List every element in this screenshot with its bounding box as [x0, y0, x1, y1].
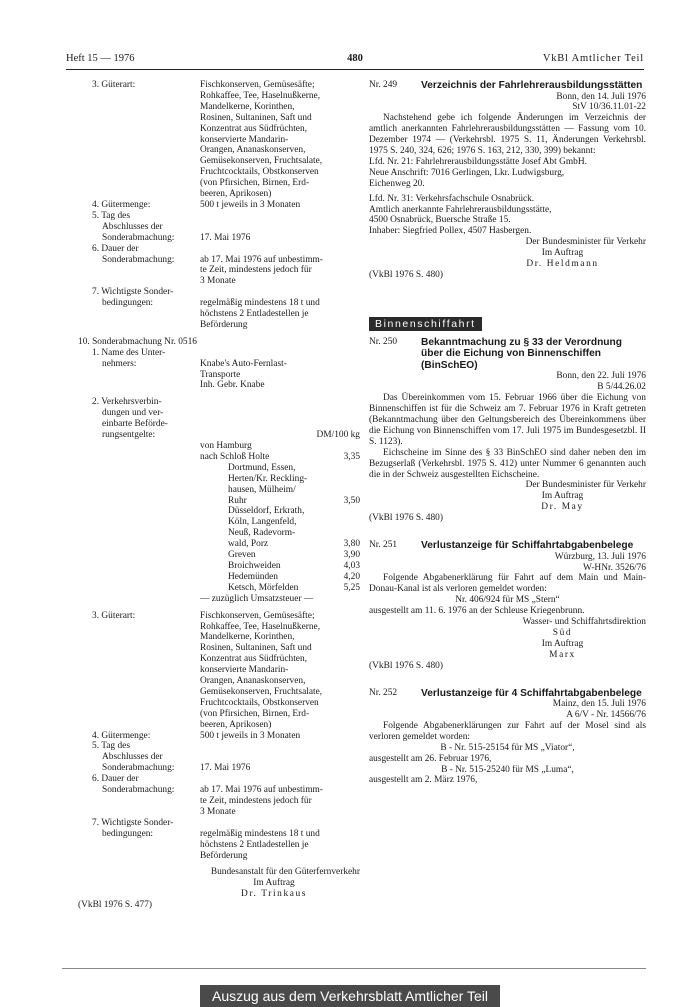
file-number: W-HNr. 3526/76: [582, 562, 646, 573]
tag-row-1: [78, 211, 360, 244]
verkehr-row: [78, 397, 360, 604]
section-band: Binnenschiffahrt: [369, 317, 482, 331]
notice-252-heading: Nr. 252 Verlustanzeige für 4 Schiffahrtabgabenbelege: [369, 687, 642, 699]
place-date: Bonn, den 22. Juli 1976: [556, 371, 646, 382]
authority: Der Bundesminister für Verkehr: [525, 237, 646, 248]
tag-value: 17. Mai 1976: [200, 232, 251, 243]
auftrag: Im Auftrag: [541, 638, 584, 649]
signer: Dr. May: [541, 502, 584, 513]
authority: Wasser- und Schiffahrtsdirektion: [522, 617, 646, 628]
menge-label: 4. Gütermenge:: [92, 730, 151, 741]
dauer-value: ab 17. Mai 1976 auf unbestimm- te Zeit, mindestens jedoch für 3 Monate: [200, 254, 323, 287]
table-row: hausen, Mülheim/: [228, 484, 296, 495]
tag-value: 17. Mai 1976: [200, 763, 251, 774]
verkehr-label: 2. Verkehrsverbin- dungen und ver- einbarte Beförde- rungsentgelte:: [92, 397, 168, 441]
list-item: B - Nr. 515-25240 für MS „Luma“,: [441, 764, 574, 775]
tax-note: — zuzüglich Umsatzsteuer —: [200, 593, 314, 604]
list-item: Lfd. Nr. 31: Verkehrsfachschule Osnabrück. Amtlich anerkannte Fahrlehrerausbildungsstätte, 4500 Osnabrück, Buersche Straße 15. Inhaber: Siegfried Pollex, 4507 Hasbergen.: [369, 193, 552, 237]
auftrag: Im Auftrag: [253, 878, 295, 889]
notice-body: Eichscheine im Sinne des § 33 BinSchEO sind daher neben den im Bezugserlaß (Verkehrsbl. 1975 S. 412) unter Nummer 6 genannten auch die in der Schweiz ausgestellten Eichscheine.: [369, 447, 646, 480]
auftrag: Im Auftrag: [541, 248, 584, 259]
place-date: Bonn, den 14. Juli 1976: [556, 91, 646, 102]
signer: Dr. Heldmann: [526, 259, 599, 270]
dauer-row-2: [78, 774, 360, 818]
unit-label: DM/100 kg: [316, 430, 360, 441]
notice-body: Folgende Abgabenerklärungen zur Fahrt auf der Mosel sind als verloren gemeldet worden:: [369, 720, 646, 742]
reference: (VkBl 1976 S. 480): [369, 270, 443, 280]
authority: Süd: [552, 627, 573, 638]
menge-row-1: [78, 200, 360, 211]
list-item: Lfd. Nr. 21: Fahrlehrerausbildungsstätte Josef Abt GmbH. Neue Anschrift: 7016 Gerlingen, Lkr. Ludwigsburg, Eichenweg 20.: [369, 156, 587, 189]
list-item: B - Nr. 515-25154 für MS „Viator“,: [440, 742, 575, 753]
table-row: Neuß, Radevorm-: [228, 528, 296, 539]
notice-body: Nachstehend gebe ich folgende Änderungen im Verzeichnis der amtlich anerkannten Fahrlehrerausbildungsstätten — Fassung vom 10. Dezember 1974 — (Verkehrsbl. 1975 S. 11, Änderungen Verkehrsbl. 1975 S. 240, 324, 626; 1976 S. 163, 212, 330, 399) bekannt:: [369, 113, 646, 157]
sonder-value: regelmäßig mindestens 18 t und höchstens 2 Entladestellen je Beförderung: [200, 298, 320, 330]
sonder-row-1: [78, 287, 360, 331]
table-row: Dortmund, Essen,: [228, 462, 296, 473]
notice-body: Das Übereinkommen vom 15. Februar 1966 über die Eichung von Binnenschiffen ist für die Schweiz am 7. Februar 1976 in Kraft getreten (Bekanntmachung über den Geltungsbereich des Übereinkommens über die Eichung von Binnenschiffen vom 17. Juli 1975 im Bundesgesetzbl. II S. 1123).: [369, 393, 646, 447]
notice-250-heading: Nr. 250 Bekanntmachung zu § 33 der Verordnung über die Eichung von Binnenschiffen (BinSchEO): [369, 336, 622, 371]
reference: (VkBl 1976 S. 480): [369, 513, 443, 524]
authority: Bundesanstalt für den Güterfernverkehr: [210, 867, 360, 878]
menge-row-2: [78, 731, 360, 742]
gueterart-row-1: [78, 80, 360, 200]
menge-value: 500 t jeweils in 3 Monaten: [200, 199, 301, 210]
place-date: Würzburg, 13. Juli 1976: [554, 551, 646, 562]
origin-label: von Hamburg: [200, 441, 252, 451]
tag-label: 5. Tag des Abschlusses der Sonderabmachung:: [92, 210, 175, 243]
right-column: [369, 80, 646, 786]
reference: (VkBl 1976 S. 477): [78, 900, 152, 911]
name-row: [78, 348, 360, 392]
sonderabmachung-heading: 10. Sonderabmachung Nr. 0516: [78, 336, 197, 347]
tag-row-2: [78, 741, 360, 774]
list-item: Nr. 406/924 für MS „Stern“: [455, 595, 560, 606]
tag-label: 5. Tag des Abschlusses der Sonderabmachung:: [92, 741, 175, 774]
footer-banner: Auszug aus dem Verkehrsblatt Amtlicher Teil: [200, 985, 500, 1007]
journal-title: VkBl Amtlicher Teil: [542, 53, 644, 64]
list-item: ausgestellt am 2. März 1976,: [369, 775, 478, 786]
dauer-value: ab 17. Mai 1976 auf unbestimm- te Zeit, mindestens jedoch für 3 Monate: [200, 785, 323, 817]
table-row: Köln, Langenfeld,: [228, 517, 297, 528]
table-row: Düsseldorf, Erkrath,: [228, 506, 305, 517]
authority: Der Bundesminister für Verkehr: [525, 480, 646, 491]
signer: Marx: [549, 649, 576, 660]
page-header: [66, 54, 644, 68]
notice-251-heading: Nr. 251 Verlustanzeige für Schiffahrtabgabenbelege: [369, 540, 634, 552]
gueterart-label: 3. Güterart:: [92, 80, 136, 90]
dauer-row-1: [78, 244, 360, 288]
page-number: 480: [347, 53, 363, 64]
table-row: wald, Porz 3,80: [228, 539, 360, 550]
footer-rule: [62, 968, 646, 969]
auftrag: Im Auftrag: [541, 491, 584, 502]
place-date: Mainz, den 15. Juli 1976: [552, 699, 646, 710]
table-row: Herten/Kr. Reckling-: [228, 473, 308, 484]
reference: (VkBl 1976 S. 480): [369, 660, 443, 671]
sonder-row-2: [78, 818, 360, 862]
name-label: 1. Name des Unter- nehmers:: [92, 347, 166, 369]
file-number: StV 10/36.11.01-22: [572, 102, 646, 113]
menge-label: 4. Gütermenge:: [92, 199, 151, 210]
left-column: [78, 80, 360, 911]
table-row: Broichweiden 4,03: [228, 560, 360, 571]
table-row: Greven 3,90: [228, 550, 360, 561]
tariff-table: [200, 397, 360, 604]
signer: Dr. Trinkaus: [240, 889, 308, 900]
table-row: Ruhr 3,50: [228, 495, 360, 506]
sonder-value: regelmäßig mindestens 18 t und höchstens 2 Entladestellen je Beförderung: [200, 828, 320, 861]
name-value: Knabe's Auto-Fernlast- Transporte Inh. Gebr. Knabe: [200, 358, 287, 391]
issue-label: Heft 15 — 1976: [66, 53, 135, 64]
table-row: Ketsch, Mörfelden 5,25: [228, 582, 360, 593]
dauer-label: 6. Dauer der Sonderabmachung:: [92, 774, 175, 796]
menge-value: 500 t jeweils in 3 Monaten: [200, 730, 301, 741]
notice-body: ausgestellt am 11. 6. 1976 an der Schleuse Kriegenbrunn.: [369, 606, 585, 617]
notice-249-heading: Nr. 249 Verzeichnis der Fahrlehrerausbildungsstätten: [369, 80, 643, 91]
list-item: ausgestellt am 26. Februar 1976,: [369, 753, 492, 764]
header-rule: [66, 69, 644, 70]
sonder-label: 7. Wichtigste Sonder- bedingungen:: [92, 817, 174, 839]
sonder-label: 7. Wichtigste Sonder- bedingungen:: [92, 287, 174, 309]
gueterart-value: Fischkonserven, Gemüsesäfte; Rohkaffee, Tee, Haselnußkerne, Mandelkerne, Korinthen, Rosinen, Sultaninen, Saft und Konzentrat aus Südfrüchten, konservierte Mandarin- Orangen, Ananaskonserven, Gemüsekonserven, Fruchtsalate, Fruchtcocktails, Obstkonserven (von Pfirsichen, Birnen, Erd- beeren, Aprikosen): [200, 610, 323, 730]
table-row: Hedemünden 4,20: [228, 571, 360, 582]
dauer-label: 6. Dauer der Sonderabmachung:: [92, 243, 175, 265]
gueterart-label: 3. Güterart:: [92, 610, 136, 621]
file-number: A 6/V - Nr. 14566/76: [566, 709, 646, 720]
file-number: B 5/44.26.02: [597, 382, 646, 393]
gueterart-row-2: [78, 611, 360, 731]
notice-body: Folgende Abgabenerklärung für Fahrt auf dem Main und Main-Donau-Kanal ist als verloren gemeldet worden:: [369, 573, 646, 595]
gueterart-value: Fischkonserven, Gemüsesäfte; Rohkaffee, Tee, Haselnußkerne, Mandelkerne, Korinthen, Rosinen, Sultaninen, Saft und Konzentrat aus Südfrüchten, konservierte Mandarin- Orangen, Ananaskonserven, Gemüsekonserven, Fruchtsalate, Fruchtcocktails, Obstkonserven (von Pfirsichen, Birnen, Erd- beeren, Aprikosen): [200, 80, 323, 200]
table-row: nach Schloß Holte 3,35: [200, 451, 360, 462]
